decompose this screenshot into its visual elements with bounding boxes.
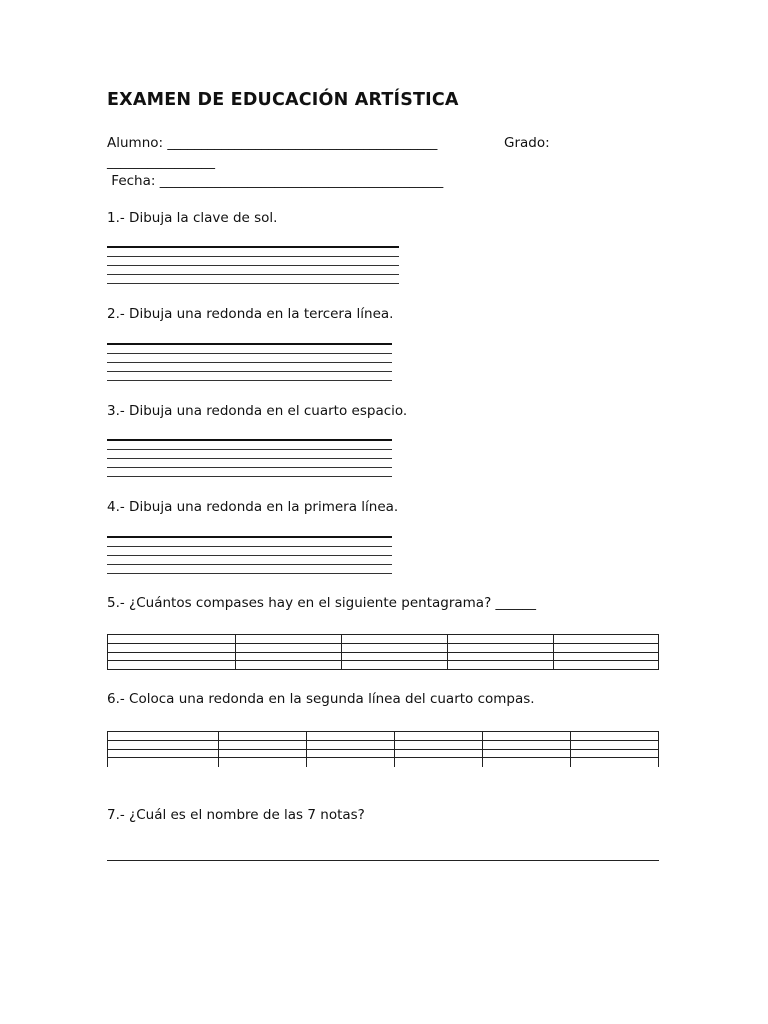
bar-line bbox=[658, 634, 659, 670]
staff-line bbox=[107, 256, 399, 257]
bar-line bbox=[107, 634, 108, 670]
student-name-field[interactable]: Alumno: ________________________________________ bbox=[107, 135, 438, 151]
staff-line bbox=[107, 439, 392, 441]
bar-line bbox=[570, 731, 571, 767]
bar-line bbox=[482, 731, 483, 767]
staff-3[interactable] bbox=[107, 439, 392, 479]
staff-2[interactable] bbox=[107, 343, 392, 383]
question-2: 2.- Dibuja una redonda en la tercera línea. bbox=[107, 306, 394, 322]
staff-line bbox=[107, 652, 659, 653]
staff-line bbox=[107, 536, 392, 538]
grade-field[interactable]: ________________ bbox=[107, 154, 215, 170]
staff-line bbox=[107, 749, 659, 750]
bar-line bbox=[341, 634, 342, 670]
question-4: 4.- Dibuja una redonda en la primera línea. bbox=[107, 499, 399, 515]
staff-line bbox=[107, 265, 399, 266]
exam-title: EXAMEN DE EDUCACIÓN ARTÍSTICA bbox=[107, 90, 459, 110]
staff-line bbox=[107, 476, 392, 477]
staff-line bbox=[107, 274, 399, 275]
answer-line[interactable] bbox=[107, 860, 659, 861]
grade-label: Grado: bbox=[504, 135, 550, 151]
staff-line bbox=[107, 380, 392, 381]
staff-line bbox=[107, 467, 392, 468]
staff-line bbox=[107, 731, 659, 732]
measure-staff-6[interactable] bbox=[107, 731, 659, 767]
staff-1[interactable] bbox=[107, 246, 399, 286]
question-6: 6.- Coloca una redonda en la segunda línea del cuarto compas. bbox=[107, 691, 535, 707]
question-5: 5.- ¿Cuántos compases hay en el siguiente pentagrama? ______ bbox=[107, 595, 537, 611]
staff-line bbox=[107, 669, 659, 670]
staff-line bbox=[107, 573, 392, 574]
bar-line bbox=[553, 634, 554, 670]
measure-staff-5[interactable] bbox=[107, 634, 659, 670]
bar-line bbox=[447, 634, 448, 670]
staff-line bbox=[107, 634, 659, 635]
bar-line bbox=[107, 731, 108, 767]
question-1: 1.- Dibuja la clave de sol. bbox=[107, 210, 278, 226]
date-field[interactable]: Fecha: __________________________________________ bbox=[107, 173, 444, 189]
staff-4[interactable] bbox=[107, 536, 392, 576]
staff-line bbox=[107, 458, 392, 459]
staff-line bbox=[107, 246, 399, 248]
staff-line bbox=[107, 740, 659, 741]
bar-line bbox=[394, 731, 395, 767]
staff-line bbox=[107, 343, 392, 345]
question-7: 7.- ¿Cuál es el nombre de las 7 notas? bbox=[107, 807, 365, 823]
bar-line bbox=[235, 634, 236, 670]
staff-line bbox=[107, 643, 659, 644]
staff-line bbox=[107, 555, 392, 556]
bar-line bbox=[306, 731, 307, 767]
staff-line bbox=[107, 371, 392, 372]
question-3: 3.- Dibuja una redonda en el cuarto espacio. bbox=[107, 403, 408, 419]
staff-line bbox=[107, 353, 392, 354]
bar-line bbox=[658, 731, 659, 767]
bar-line bbox=[218, 731, 219, 767]
staff-line bbox=[107, 283, 399, 284]
staff-line bbox=[107, 660, 659, 661]
staff-line bbox=[107, 564, 392, 565]
staff-line bbox=[107, 362, 392, 363]
staff-line bbox=[107, 449, 392, 450]
staff-line bbox=[107, 546, 392, 547]
staff-line bbox=[107, 757, 659, 758]
